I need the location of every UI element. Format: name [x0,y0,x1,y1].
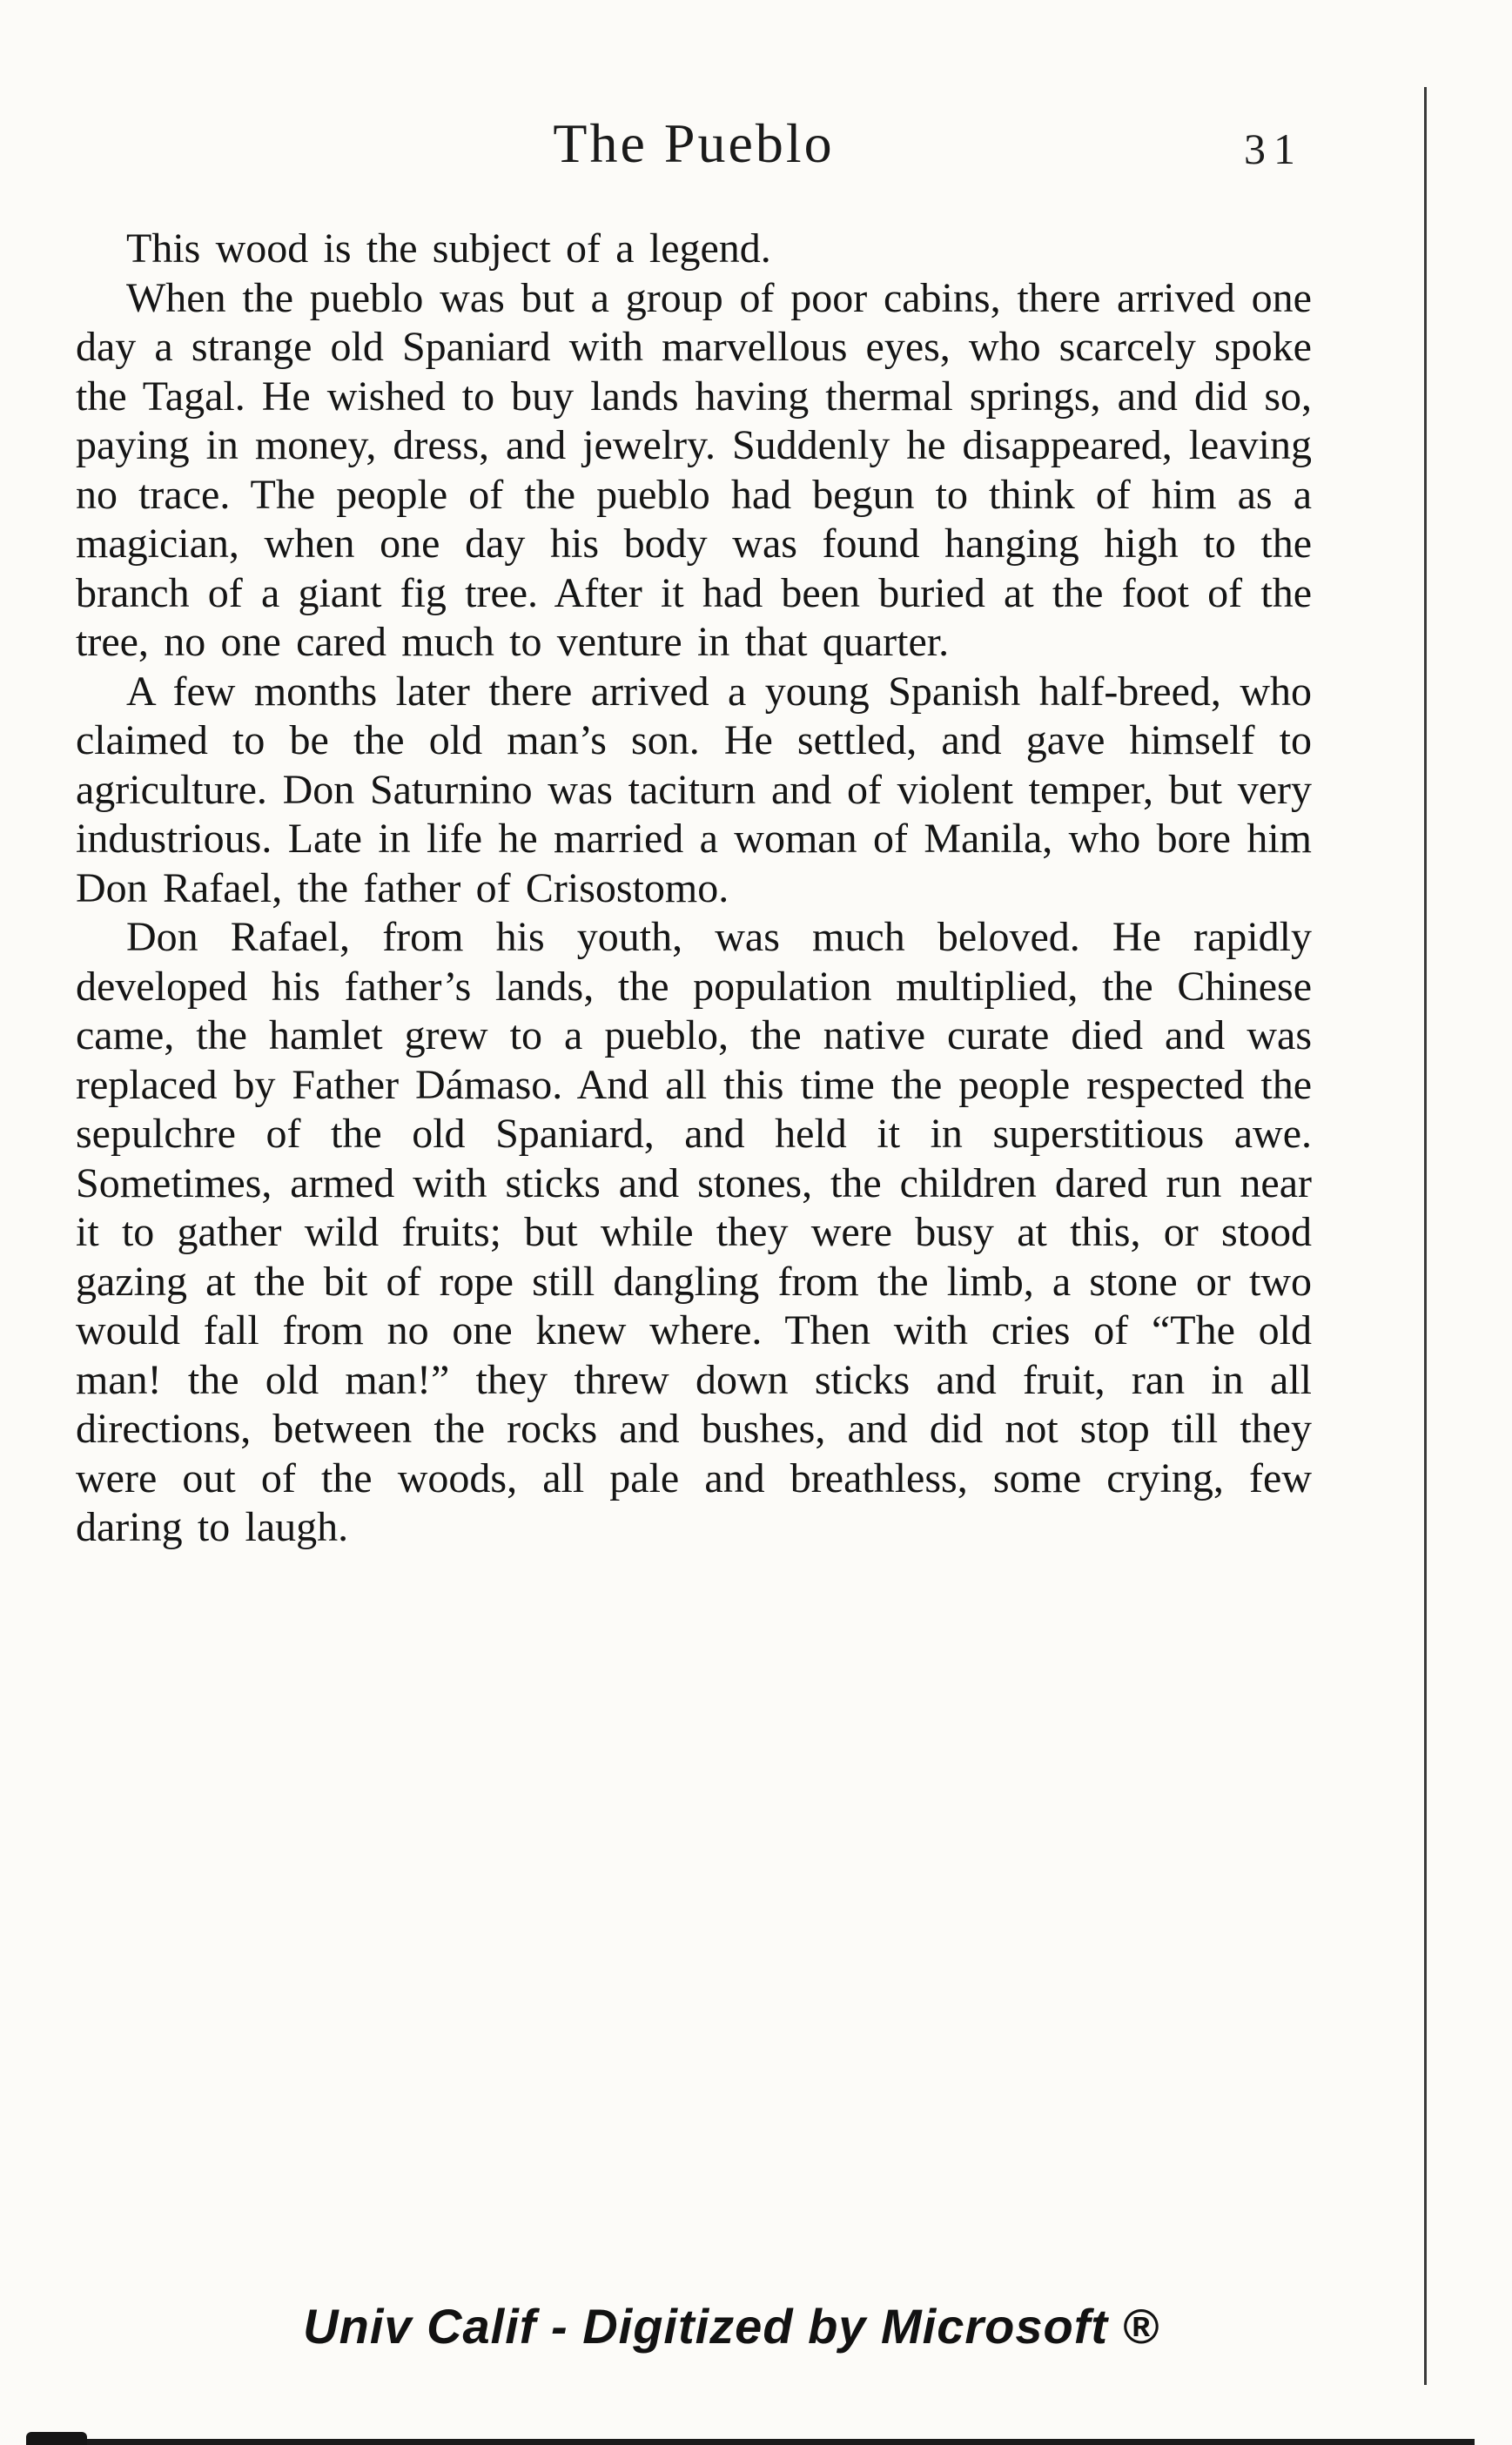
digitization-watermark: Univ Calif - Digitized by Microsoft ® [303,2299,1159,2354]
scan-corner-artifact [26,2432,87,2445]
page-number: 31 [1244,124,1303,173]
paragraph-2: When the pueblo was but a group of poor cabins, there arrived one day a strange old Spaniard with marvellous eyes, who scarcely spoke the Tagal. He wished to buy lands having thermal springs, and did so, paying in money, dress, and jewelry. Suddenly he disappeared, leaving no trace. The people of the pueblo had begun to think of him as a magician, when one day his body was found hanging high to the branch of a giant fig tree. After it had been buried at the foot of the tree, no one cared much to venture in that quarter. [76,274,1312,665]
paragraph-1: This wood is the subject of a legend. [126,225,771,272]
page-body [76,225,1312,1553]
scan-edge-line-bottom [30,2439,1475,2445]
paragraph-4: Don Rafael, from his youth, was much beloved. He rapidly developed his father’s lands, the population multiplied, the Chinese came, the hamlet grew to a pueblo, the native curate died and was replaced by Father Dámaso. And all this time the people respected the sepulchre of the old Spaniard, and held it in superstitious awe. Sometimes, armed with sticks and stones, the children dared run near it to gather wild fruits; but while they were busy at this, or stood gazing at the bit of rope still dangling from the limb, a stone or two would fall from no one knew where. Then with cries of “The old man! the old man!” they threw down sticks and fruit, ran in all directions, between the rocks and bushes, and did not stop till they were out of the woods, all pale and breathless, some crying, few daring to laugh. [76,914,1312,1550]
page-header [76,111,1312,198]
scan-edge-line-right [1424,87,1427,2385]
page-title: The Pueblo [553,112,835,174]
paragraph-3: A few months later there arrived a young Spanish half-breed, who claimed to be the old man’s son. He settled, and gave himself to agriculture. Don Saturnino was taciturn and of violent temper, but very industrious. Late in life he married a woman of Manila, who bore him Don Rafael, the father of Crisostomo. [76,668,1312,911]
